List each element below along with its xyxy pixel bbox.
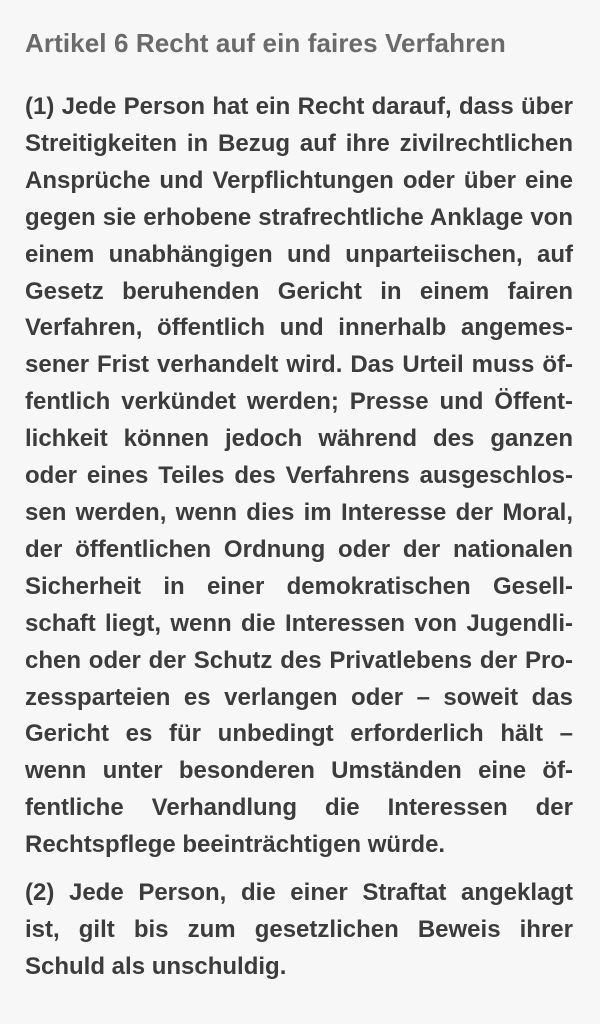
article-title: Artikel 6 Recht auf ein faires Verfahren xyxy=(25,28,506,58)
paragraph-line: fentliche Verhandlung die Interessen der xyxy=(25,794,573,822)
paragraph-line: schaft liegt, wenn die Interessen von Jugendli- xyxy=(25,609,573,637)
paragraph-line: ist, gilt bis zum gesetzlichen Beweis ihrer xyxy=(25,915,573,943)
paragraph-line: gegen sie erhobene strafrechtliche Anklage von xyxy=(25,203,573,231)
paragraph-line: der öffentlichen Ordnung oder der nationalen xyxy=(25,535,573,563)
paragraph-line: fentlich verkündet werden; Presse und Öffent- xyxy=(25,388,573,416)
paragraph-line: (2) Jede Person, die einer Straftat angeklagt xyxy=(25,879,573,907)
paragraph-line: einem unabhängigen und unparteiischen, auf xyxy=(25,240,573,268)
paragraph-line: Ansprüche und Verpflichtungen oder über eine xyxy=(25,166,573,194)
paragraph-line: Streitigkeiten in Bezug auf ihre zivilrechtlichen xyxy=(25,129,573,157)
paragraph-line: lichkeit können jedoch während des ganzen xyxy=(25,425,573,453)
paragraph-line: Verfahren, öffentlich und innerhalb angemes- xyxy=(25,314,573,342)
paragraph-line: zessparteien es verlangen oder – soweit das xyxy=(25,683,573,711)
paragraph-line: oder eines Teiles des Verfahrens ausgeschlos- xyxy=(25,462,573,490)
paragraph-1 xyxy=(25,89,573,864)
paragraph-line: chen oder der Schutz des Privatlebens der Pro- xyxy=(25,646,573,674)
paragraph-line: Schuld als unschuldig. xyxy=(25,952,287,980)
paragraph-2 xyxy=(25,875,573,986)
paragraph-line: (1) Jede Person hat ein Recht darauf, dass über xyxy=(25,93,573,120)
paragraph-line: sener Frist verhandelt wird. Das Urteil muss öf- xyxy=(25,351,573,379)
paragraph-line: Sicherheit in einer demokratischen Gesell- xyxy=(25,572,573,600)
paragraph-line: Gesetz beruhenden Gericht in einem fairen xyxy=(25,277,573,305)
paragraph-line: Gericht es für unbedingt erforderlich hält – xyxy=(25,720,573,748)
paragraph-line: Rechtspflege beeinträchtigen würde. xyxy=(25,831,446,859)
paragraph-line: wenn unter besonderen Umständen eine öf- xyxy=(25,757,573,785)
paragraph-line: sen werden, wenn dies im Interesse der Moral, xyxy=(25,498,573,526)
